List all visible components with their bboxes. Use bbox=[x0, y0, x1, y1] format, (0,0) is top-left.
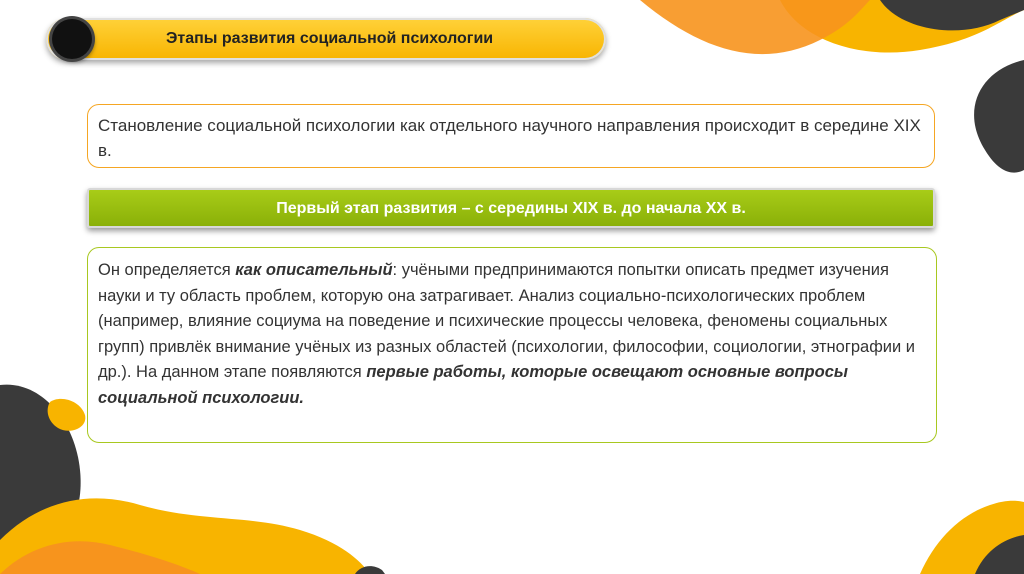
stage-heading: Первый этап развития – с середины XIX в. до начала XX в. bbox=[87, 188, 935, 228]
decor-orange-blob-bottom-left bbox=[0, 541, 200, 574]
stage-description-part3: . bbox=[299, 388, 305, 407]
decor-dark-blob-bottom-right bbox=[975, 535, 1024, 574]
stage-description-part2: : учёными предпринимаются попытки описать предмет изучения науки и ту область проблем, которую она затрагивает. Анализ социально-психологических проблем (например, влияние социума на поведение и психические процессы человека, феномены социальных групп) привлёк внимание учёных из разных областей (психологии, философии, социологии, этнографии и др.). На данном этапе появляются bbox=[98, 261, 915, 381]
decor-dark-blob-bottom bbox=[355, 566, 385, 574]
stage-description-part1: Он определяется bbox=[98, 261, 236, 279]
intro-text: Становление социальной психологии как отдельного научного направления происходит в середине XIX в. bbox=[98, 116, 921, 160]
decor-dark-blob-top-right bbox=[880, 0, 1024, 30]
page-title: Этапы развития социальной психологии bbox=[166, 30, 494, 47]
decor-yellow-blob-bottom-right bbox=[920, 501, 1024, 574]
intro-box bbox=[87, 104, 935, 168]
stage-description-box bbox=[87, 247, 937, 443]
stage-description-emphasis2: первые работы, которые освещают основные вопросы социальной психологии bbox=[98, 363, 848, 407]
decor-dark-blob-right bbox=[974, 60, 1024, 173]
decor-orange-blob-top-right bbox=[640, 0, 870, 54]
stage-description-emphasis1: как описательный bbox=[235, 261, 393, 279]
title-bar bbox=[46, 18, 606, 60]
decor-yellow-blob-left-small bbox=[48, 399, 86, 431]
decor-dark-blob-left bbox=[0, 385, 81, 565]
title-circle-icon bbox=[52, 19, 92, 59]
decor-yellow-blob-bottom-left bbox=[0, 498, 370, 574]
decor-yellow-blob-top-right bbox=[780, 0, 1024, 53]
